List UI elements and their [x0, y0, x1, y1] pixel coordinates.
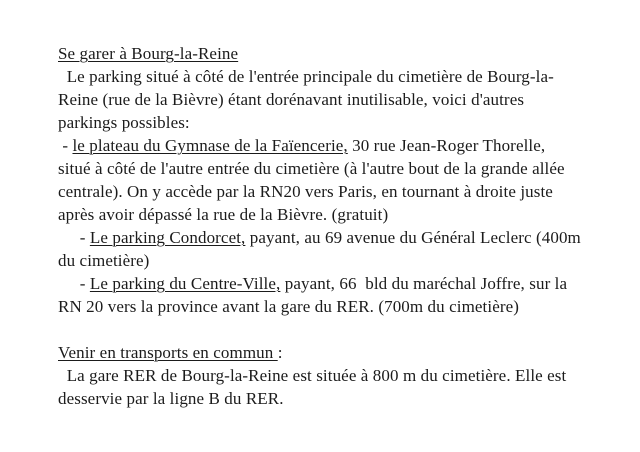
text-segment: -	[58, 136, 73, 155]
text-line	[58, 203, 610, 226]
text-line	[58, 226, 610, 249]
underlined-text: Le parking Condorcet,	[89, 228, 246, 247]
text-line	[58, 387, 610, 410]
text-segment: Le parking situé à côté de l'entrée principale du cimetière de Bourg-la-	[58, 67, 554, 86]
text-line	[58, 42, 610, 65]
text-segment: payant, 66 bld du maréchal Joffre, sur la	[280, 274, 568, 293]
text-segment: situé à côté de l'autre entrée du cimetière (à l'autre bout de la grande allée	[58, 159, 565, 178]
underlined-text: le plateau du Gymnase de la Faïencerie,	[72, 136, 348, 155]
underlined-text: Venir en transports en commun	[58, 343, 278, 362]
text-segment: du cimetière)	[58, 251, 150, 270]
text-segment: payant, au 69 avenue du Général Leclerc (400m	[245, 228, 581, 247]
text-segment: -	[58, 274, 90, 293]
text-line	[58, 65, 610, 88]
text-segment: La gare RER de Bourg-la-Reine est située à 800 m du cimetière. Elle est	[58, 366, 567, 385]
text-line	[58, 272, 610, 295]
text-segment: :	[277, 343, 283, 362]
text-segment: RN 20 vers la province avant la gare du RER. (700m du cimetière)	[58, 297, 520, 316]
text-segment: centrale). On y accède par la RN20 vers Paris, en tournant à droite juste	[58, 182, 553, 201]
text-segment: 30 rue Jean-Roger Thorelle,	[347, 136, 546, 155]
text-line	[58, 88, 610, 111]
underlined-text: Le parking du Centre-Ville,	[89, 274, 281, 293]
text-line	[58, 249, 610, 272]
text-segment: -	[58, 228, 90, 247]
text-line	[58, 180, 610, 203]
text-line	[58, 157, 610, 180]
text-line	[58, 111, 610, 134]
document-text	[58, 42, 610, 410]
text-line	[58, 134, 610, 157]
text-line	[58, 364, 610, 387]
blank-line	[58, 318, 610, 341]
text-line	[58, 341, 610, 364]
underlined-text: Se garer à Bourg-la-Reine	[58, 44, 239, 63]
text-segment: parkings possibles:	[58, 113, 190, 132]
text-segment: après avoir dépassé la rue de la Bièvre. (gratuit)	[58, 205, 389, 224]
text-segment: Reine (rue de la Bièvre) étant dorénavant inutilisable, voici d'autres	[58, 90, 525, 109]
text-segment: desservie par la ligne B du RER.	[58, 389, 284, 408]
text-line	[58, 295, 610, 318]
